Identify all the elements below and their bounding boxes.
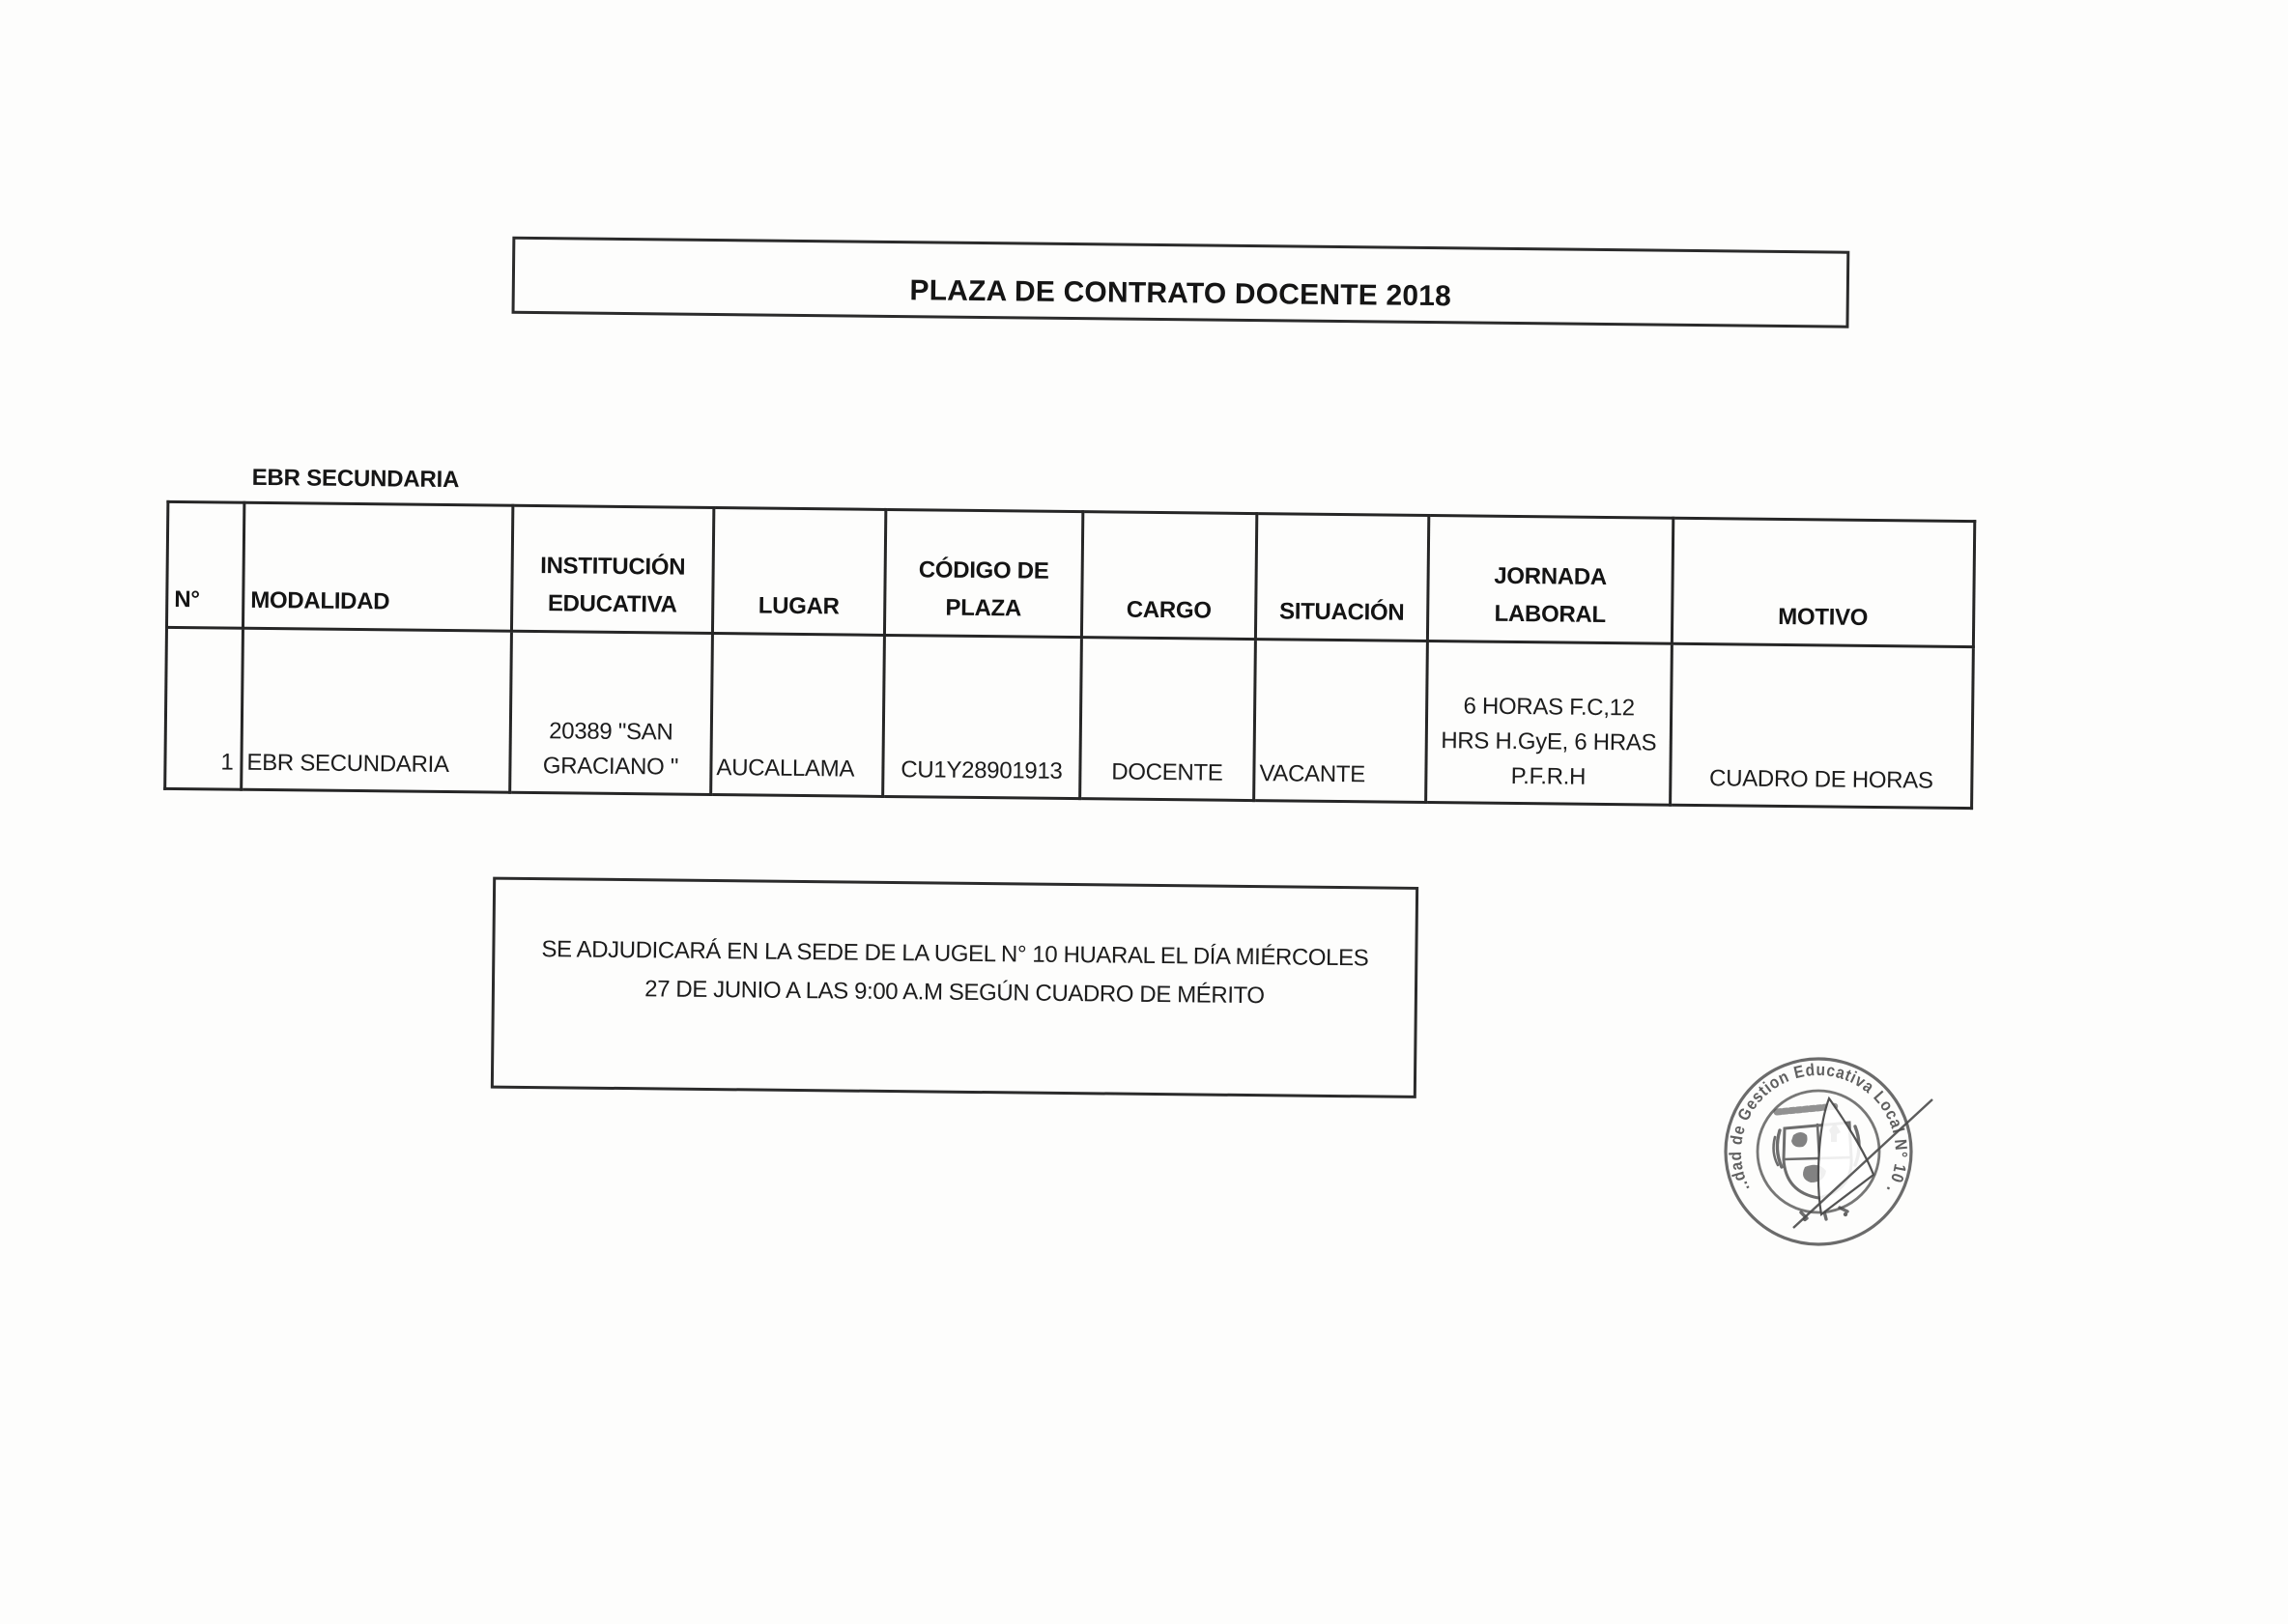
note-box xyxy=(491,877,1418,1098)
cell-numero: 1 xyxy=(165,627,243,789)
cell-institucion: 20389 "SAN GRACIANO " xyxy=(510,631,713,794)
note-line: 27 DE JUNIO A LAS 9:00 A.M SEGÚN CUADRO DE MÉRITO xyxy=(644,976,1265,1010)
table-header-row xyxy=(166,501,1974,646)
col-header-lugar: LUGAR xyxy=(712,508,885,636)
cell-cargo: DOCENTE xyxy=(1080,638,1256,801)
cell-motivo: CUADRO DE HORAS xyxy=(1671,643,1974,808)
col-header-motivo: MOTIVO xyxy=(1672,518,1974,646)
cell-modalidad: EBR SECUNDARIA xyxy=(242,628,512,792)
cell-jornada: 6 HORAS F.C,12 HRS H.GyE, 6 HRAS P.F.R.H xyxy=(1426,641,1673,806)
cell-lugar: AUCALLAMA xyxy=(711,634,885,797)
official-stamp xyxy=(1679,1014,1969,1256)
table-row xyxy=(165,627,1974,808)
stamp-ring-text: ..dad de Gestion Educativa Local N° 10 . xyxy=(1725,1059,1912,1198)
col-header-institucion: INSTITUCIÓN EDUCATIVA xyxy=(511,505,713,633)
page-title: PLAZA DE CONTRATO DOCENTE 2018 xyxy=(909,274,1452,313)
cell-codigo: CU1Y28901913 xyxy=(883,635,1082,798)
col-header-modalidad: MODALIDAD xyxy=(243,502,512,631)
col-header-situacion: SITUACIÓN xyxy=(1255,514,1428,641)
cell-situacion: VACANTE xyxy=(1254,640,1428,803)
col-header-jornada: JORNADA LABORAL xyxy=(1427,516,1673,644)
positions-table xyxy=(163,500,1976,810)
col-header-cargo: CARGO xyxy=(1081,512,1256,640)
col-header-codigo: CÓDIGO DE PLAZA xyxy=(884,509,1082,637)
section-label: EBR SECUNDARIA xyxy=(251,464,460,494)
note-line: SE ADJUDICARÁ EN LA SEDE DE LA UGEL N° 10 HUARAL EL DÍA MIÉRCOLES xyxy=(541,936,1369,972)
col-header-numero: N° xyxy=(166,501,243,628)
title-box xyxy=(512,237,1850,328)
